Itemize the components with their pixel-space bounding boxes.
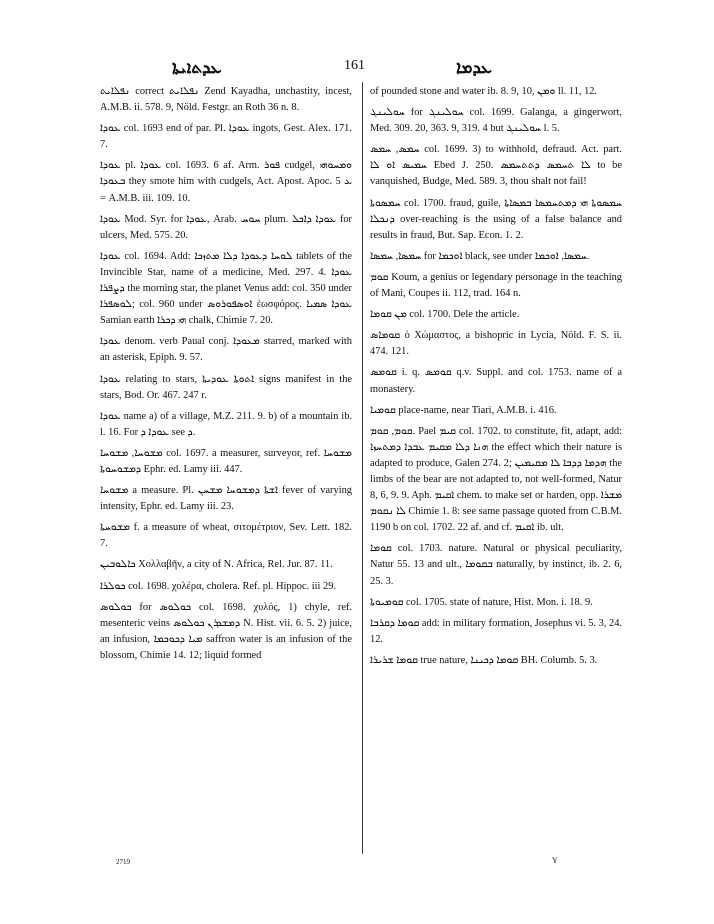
entry: ܩܘܡܐ ܕܩܪܒܐ add: in military formation, Josephus vi. 5. 3, 24. 12. xyxy=(370,617,622,645)
entry: ܩܘܡܣ i. q. ܩܘܡܣ q.v. Suppl. and col. 1753. name of a monastery. xyxy=(370,367,623,395)
entry: of pounded stone and water ib. 8. 9, 10, ܘܡܢ ll. 11, 12. xyxy=(370,86,598,97)
page-number: 161 xyxy=(344,58,365,73)
entry: ܩܘܡ, ܩܘܡ. Pael ܩܝܡ col. 1702. to constitute, fit, adapt, add: ܗܢܐ ܕܠܐ ܡܩܝܡ ܥܒܕܐ ܕܡܬܚܙܐ the effect which their nature is adapted to produce, Galen 274. 2; ܗܕܡܐ ܕܕܒܐ ܠܐ ܡܩܝܡܝܢ the limbs of the bear are not adapted to, not well-formed, Natur 8, 6, 9. 9. Aph. ܐܩܝܡ chem. to make set or harden, opp. ܡܫܪܐ ܠܐ ܢܩܘܡ Chimie 1. 8: see same passage quoted from C.B.M. 1190 b on col. 1702. 22 af. and cf. ܐܩܝܡ ib. ult. xyxy=(370,425,623,534)
entry: ܩܘܡܝܐ place-name, near Tiari, A.M.B. i. 416. xyxy=(370,404,557,416)
entry: ܡܫܘܚܐ, ܡܫܘܚܐ col. 1697. a measurer, surveyor, ref. ܡܫܘܚܐ ܕܡܫܘܚܘܬܐ Ephr. ed. Lamy iii. 447. xyxy=(100,447,352,475)
entry: ܚܡܣ, ܚܡܣ col. 1699. 3) to withhold, defraud. Act. part. ܚܡܝܣ ܐܘ ܠܐ Ebed J. 250. ܠܐ ܬܚܡܣ ܕܬܬܚܡܣ to be vanquished, Budge, Med. 589. 3, thou shalt not fail! xyxy=(370,144,622,188)
entry: ܩܘܡܐܣ ὁ Χώμαστος, a bishopric in Lycia, Nöld. F. S. ii. 474. 121. xyxy=(370,330,622,358)
entry: ܟܘܠܘܣ for ܟܘܠܘܣ col. 1698. χυλός, 1) chyle, ref. mesenteric veins ܕܡܫܕܪܢ ܟܘܠܘܣ N. Hist. vii. 6. 5. 2) juice, an infusion, ܡܝܐ ܕܟܘܟܡܐ saffron water is an infusion of the blossom, Chimie 14. 12; liquid formed xyxy=(100,601,353,661)
running-head-left: ܥܕܬܐܝܬܐ xyxy=(172,58,222,78)
entry: ܥܘܕܐ col. 1694. Add: ܠܘܚܐ ܕܥܘܕܐ ܕܠܐ ܡܬܙܟܐ tablets of the Invincible Star, name of a medicine, Med. 297. 4. ܥܘܕܐ ܕܨܦܪܐ the morning star, the planet Venus add: col. 350 under ܠܘܣܦܪܐ; col. 960 under ܐܘܣܦܘܪܘܣ ἑωσφόρος. ܥܘܕܐ ܣܡܝܐ Samian earth ܗܝ ܕܟܪܐ chalk, Chimie 7. 20. xyxy=(100,250,352,327)
entry: ܩܘܡܝܘܬܐ col. 1705. state of nature, Hist. Mon. i. 18. 9. xyxy=(370,596,593,608)
entry: ܡܫܘܚܐ a measure. Pl. ܐܫܬܐ ܕܡܫܘܚܐ ܡܫܚܢ fever of varying intensity, Ephr. ed. Lamy iii. 23. xyxy=(100,485,352,513)
left-column xyxy=(100,84,352,669)
entry: ܥܘܕܐ name a) of a village, M.Z. 211. 9. b) of a mountain ib. l. 16. For ܥܘܕܐ ܕ see ܕ. xyxy=(100,410,352,438)
running-head-right: ܥܕܡܐ xyxy=(456,58,492,78)
entry: ܟܘܠܪܐ col. 1698. χολέρα, cholera. Ref. pl. Hippoc. iii 29. xyxy=(100,580,337,592)
entry: ܡܢ ܩܘܡܐ col. 1700. Dele the article. xyxy=(370,309,520,321)
printer-signature: 2719 xyxy=(116,858,130,866)
entry: ܥܘܕܐ pl. ܥܘܕܐ col. 1693. 6 af. Arm. ܦܘܪ cudgel, ܘܡܚܘܗܝ ܒܥܘܕܐ they smote him with cudgels, Act. Apost. Apoc. ܥ 5 = A.M.B. iii. 109. 10. xyxy=(100,160,352,204)
entry: ܩܘܡܐ col. 1703. nature. Natural or physical peculiarity, Natur 55. 13 and ult., ܒܩܘܡܐ naturally, by instinct, ib. 2. 6, 25. 3. xyxy=(370,543,622,587)
right-column xyxy=(370,84,622,674)
entry: ܩܘܡܐ ܫܪܝܪܐ true nature, ܩܘܡܐ ܕܟܝܢܐ BH. Columb. 5. 3. xyxy=(370,654,598,666)
entry: ܥܘܕܐ col. 1693 end of par. Pl. ܥܘܕܐ ingots, Gest. Alex. 171. 7. xyxy=(100,123,352,151)
entry: ܥܘܕܐ relating to stars, ܐܬܘܬܐ ܥܘܕܝܬܐ signs manifest in the stars, Bod. Or. 467. 247 r. xyxy=(100,373,352,401)
entry: ܥܘܕܐ Mod. Syr. for ܥܘܕܐ, Arab. ܚܘܚ plum. ܥܘܕܐ ܕܐܟܠ for ulcers, Med. 575. 20. xyxy=(100,213,352,241)
signature-mark: Y xyxy=(552,856,558,865)
column-divider xyxy=(362,82,363,854)
entry: ܟܐܠܘܒܝܢ Χολλαβῆν, a city of N. Africa, Rel. Jur. 87. 11. xyxy=(100,559,333,571)
entry: ܚܡܣܘܬܐ col. 1700. fraud, guile, ܚܡܣܘܬܐ ܗܝ ܕܡܬܚܡܣܐ ܒܡܣܐܬܐ ܕܢܟܠܐ over-reaching is the using of a false balance and results in fraud, But. Sap. Econ. 1. 2. xyxy=(370,197,622,241)
entry: ܡܫܘܚܬܐ f. a measure of wheat, σιτομέτριον, Sev. Lett. 182. 7. xyxy=(100,522,352,550)
entry: ܢܦܠܐܝܬ correct ܢܦܠܐܝܬ Zend Kayadha, unchastity, incest, A.M.B. ii. 578. 9, Nöld. Festgr. an Roth 36 n. 8. xyxy=(100,86,352,114)
entry: ܚܘܠܝܢܓ for ܚܘܠܝܢܓ col. 1699. Galanga, a gingerwort, Med. 309. 20, 363. 9, 319. 4 but ܚܘܠܝܢܓ l. 5. xyxy=(370,107,622,135)
entry: ܚܡܣܐ, ܚܡܣܐ for ܐܘܟܡܐ black, see under ܚܡܣܐ, ܐܘܟܡܐ. xyxy=(370,250,590,262)
entry: ܩܘܡ Koum, a genius or legendary personage in the teaching of Mani, Coupes ii. 112, trad. 164 n. xyxy=(370,271,622,300)
entry: ܥܘܕܐ denom. verb Paual conj. ܡܥܘܕܐ starred, marked with an asterisk, Epiph. 9. 57. xyxy=(100,336,353,364)
